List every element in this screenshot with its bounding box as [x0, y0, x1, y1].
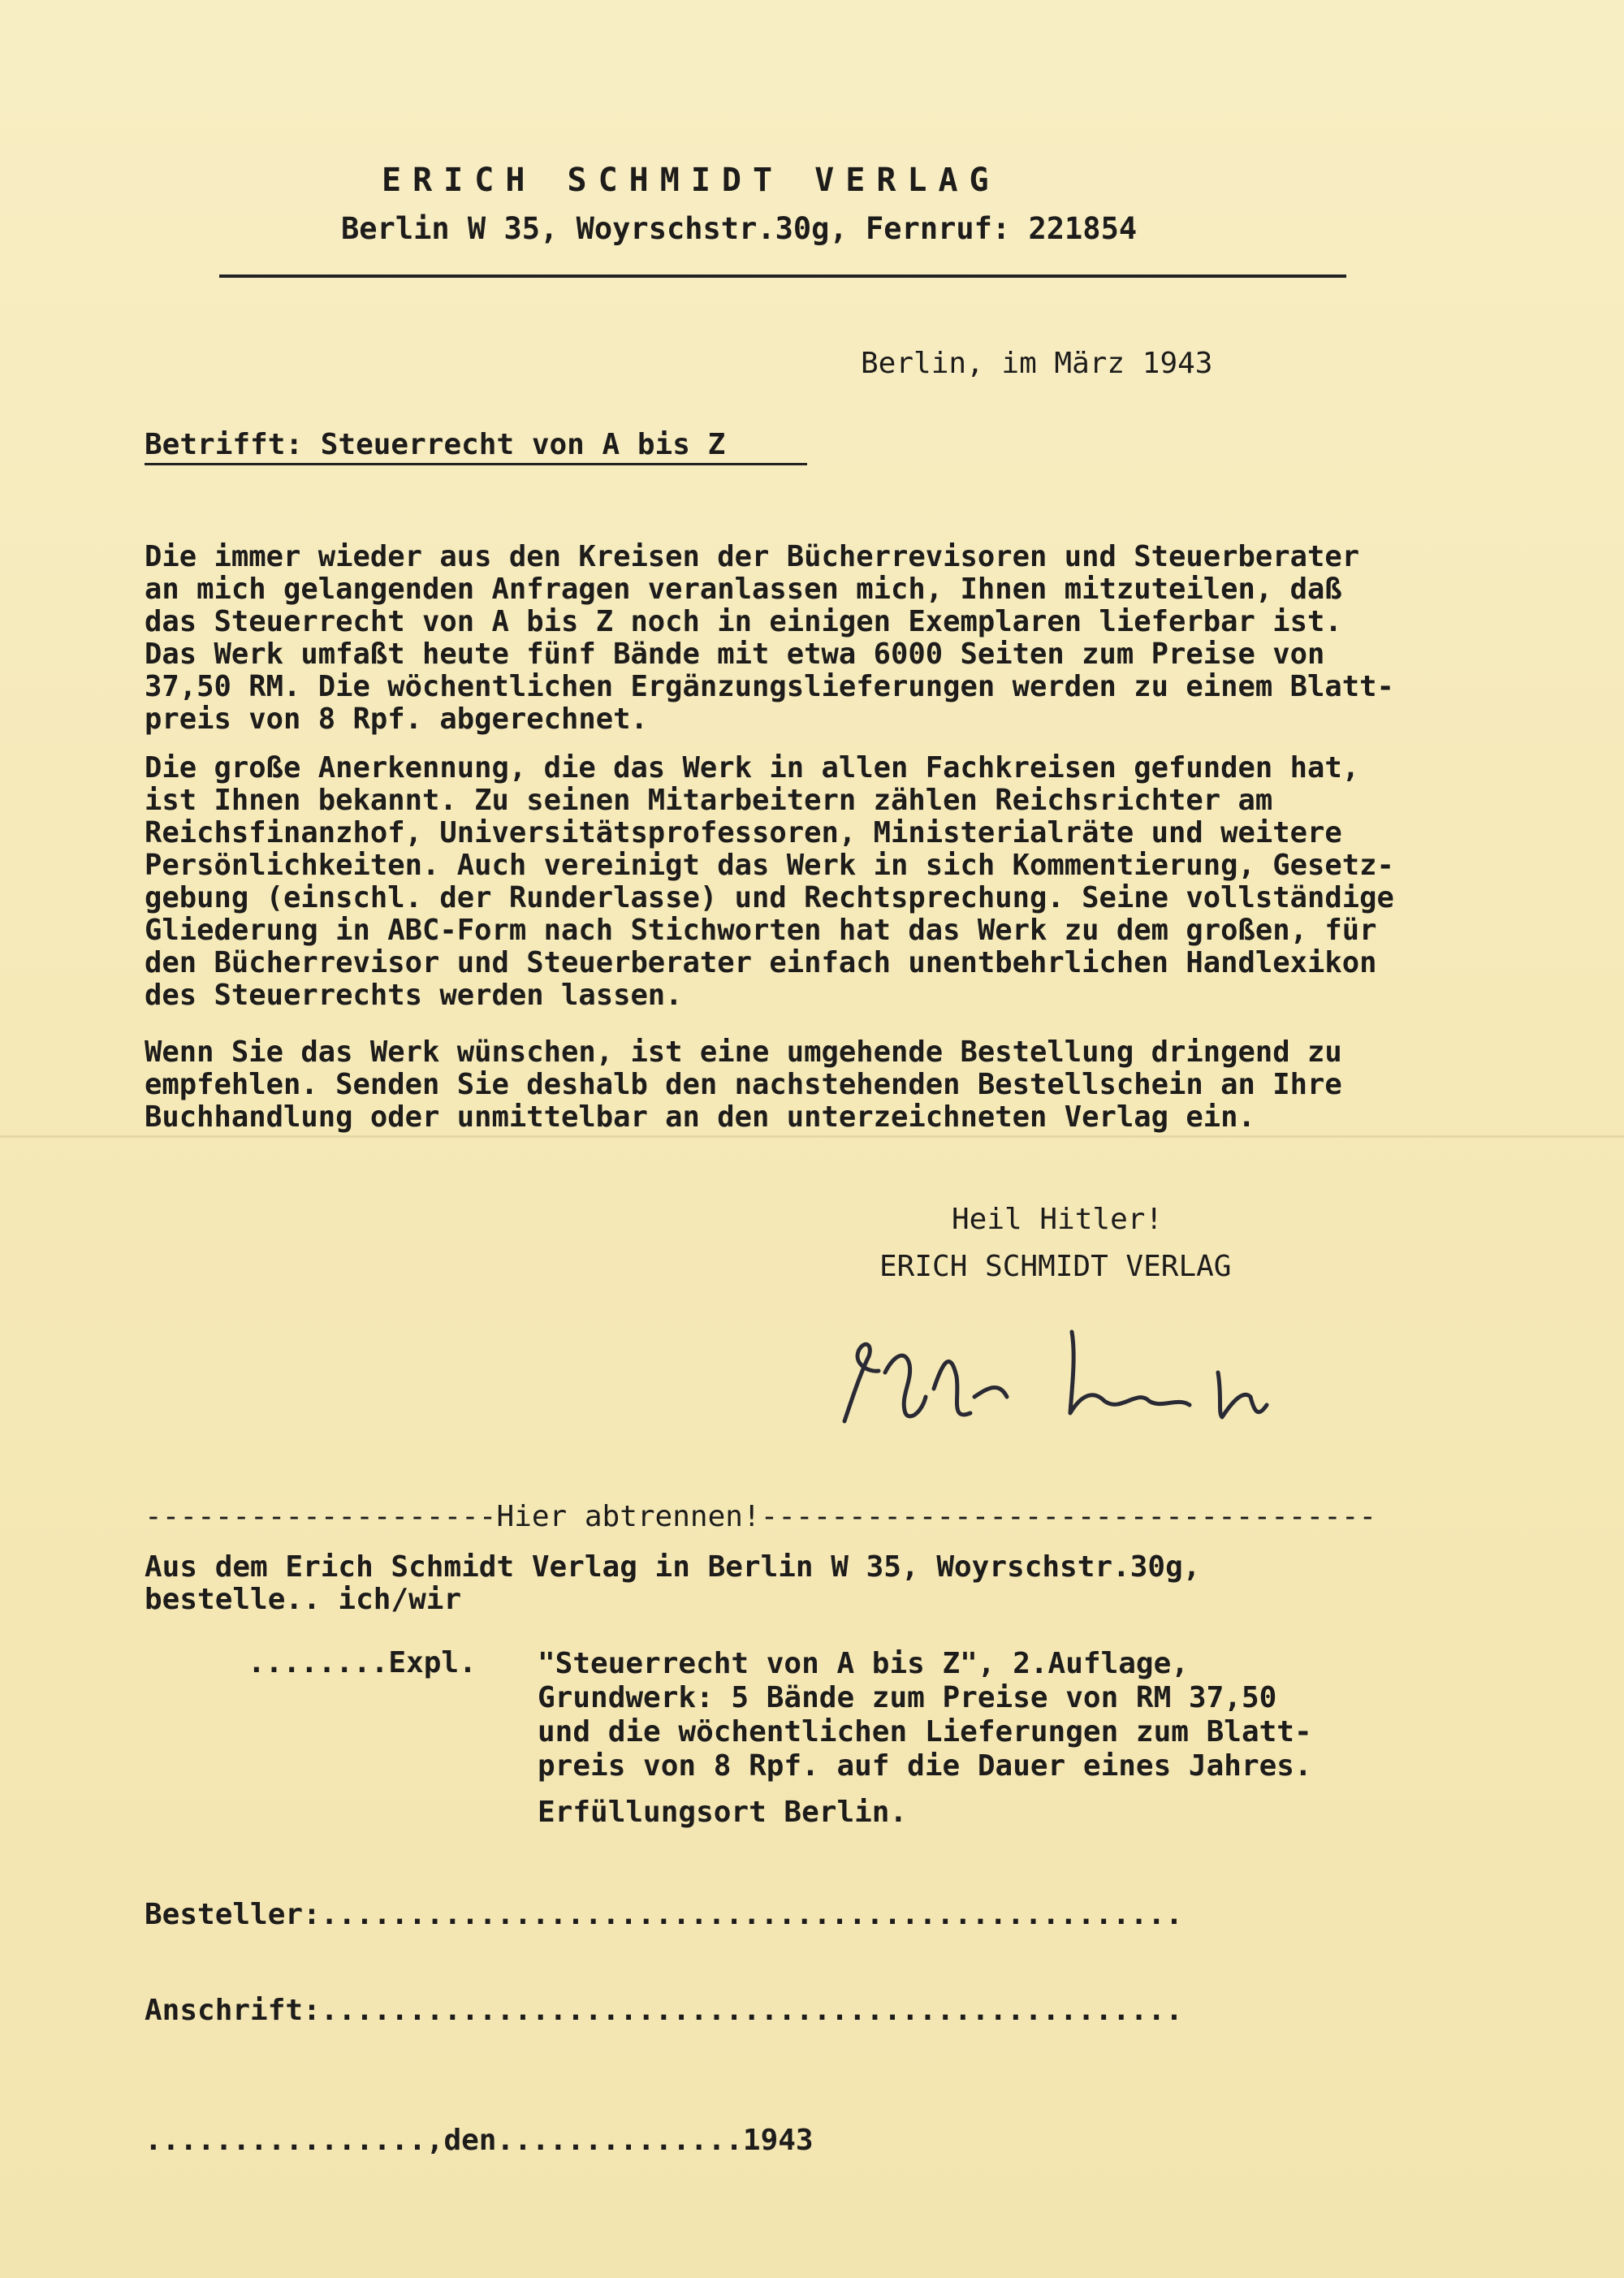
letter-date: Berlin, im März 1943: [861, 347, 1213, 380]
paper-fold: [0, 1135, 1624, 1138]
handwritten-signature: [828, 1299, 1364, 1446]
company-name: ERICH SCHMIDT VERLAG: [382, 162, 1000, 199]
order-intro: Aus dem Erich Schmidt Verlag in Berlin W 35, Woyrschstr.30g, bestelle.. ich/wir: [145, 1550, 1201, 1616]
company-address: Berlin W 35, Woyrschstr.30g, Fernruf: 221854: [341, 211, 1138, 246]
orderer-field: Besteller:.................................................: [145, 1898, 1183, 1931]
letter-subject: Betrifft: Steuerrecht von A bis Z: [145, 428, 726, 461]
order-terms: "Steuerrecht von A bis Z", 2.Auflage, Grundwerk: 5 Bände zum Preise von RM 37,50 und die wöchentlichen Lieferungen zum Blatt- preis von 8 Rpf. auf die Dauer eines Jahres.: [538, 1647, 1312, 1783]
subject-underline: [145, 463, 807, 465]
date-field: ................,den..............1943: [145, 2124, 814, 2157]
body-paragraph-3: Wenn Sie das Werk wünschen, ist eine umgehende Bestellung dringend zu empfehlen. Senden Sie deshalb den nachstehenden Bestellschein an Ihre Buchhandlung oder unmittelbar an den unterzeichneten Verlag ein.: [145, 1035, 1342, 1134]
letter-closing: Heil Hitler!: [952, 1203, 1164, 1236]
detach-line: --------------------Hier abtrennen!-----------------------------------: [145, 1500, 1377, 1533]
header-divider: [219, 274, 1346, 278]
letter-signatory: ERICH SCHMIDT VERLAG: [879, 1250, 1232, 1283]
body-paragraph-1: Die immer wieder aus den Kreisen der Bücherrevisoren und Steuerberater an mich gelangenden Anfragen veranlassen mich, Ihnen mitzuteilen, daß das Steuerrecht von A bis Z noch in einigen Exemplaren lieferbar ist. Das Werk umfaßt heute fünf Bände mit etwa 6000 Seiten zum Preise von 37,50 RM. Die wöchentlichen Ergänzungslieferungen werden zu einem Blatt- preis von 8 Rpf. abgerechnet.: [145, 540, 1394, 736]
body-paragraph-2: Die große Anerkennung, die das Werk in allen Fachkreisen gefunden hat, ist Ihnen bekannt. Zu seinen Mitarbeitern zählen Reichsrichter am Reichsfinanzhof, Universitätsprofessoren, Ministerialräte und weitere Persönlichkeiten. Auch vereinigt das Werk in sich Kommentierung, Gesetz- gebung (einschl. der Runderlasse) und Rechtsprechung. Seine vollständige Gliederung in ABC-Form nach Stichworten hat das Werk zu dem großen, für den Bücherrevisor und Steuerberater einfach unentbehrlichen Handlexikon des Steuerrechts werden lassen.: [145, 751, 1394, 1012]
place-of-fulfilment: Erfüllungsort Berlin.: [538, 1796, 908, 1829]
address-field: Anschrift:.................................................: [145, 1994, 1183, 2027]
quantity-blank: ........Expl.: [248, 1646, 477, 1679]
